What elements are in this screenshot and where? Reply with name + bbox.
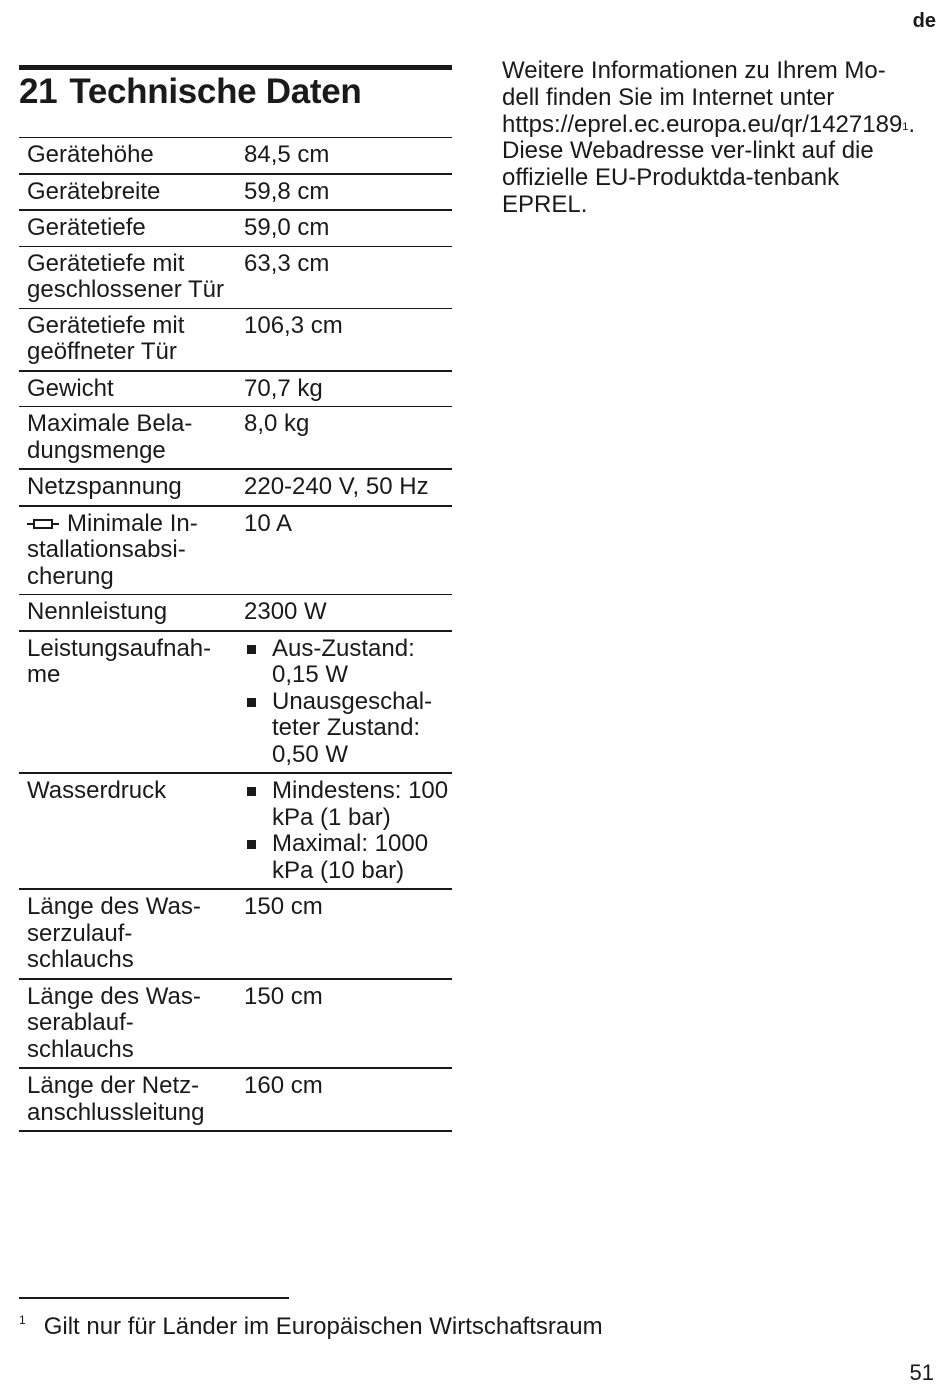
table-row — [19, 469, 452, 506]
footnote-reference[interactable]: 1 — [902, 120, 909, 133]
table-row — [19, 138, 452, 174]
fuse-icon — [27, 519, 59, 529]
spec-label: Gerätehöhe — [19, 138, 236, 174]
info-text-after: . Diese Webadresse ver-linkt auf die offizielle EU-Produktda-tenbank EPREL. — [502, 110, 916, 218]
spec-value: 63,3 cm — [236, 246, 452, 308]
spec-value: 220-240 V, 50 Hz — [236, 469, 452, 506]
language-tag: de — [912, 10, 936, 32]
footnote — [19, 1313, 603, 1341]
table-row — [19, 371, 452, 407]
bullet-list — [244, 636, 452, 769]
spec-value: 70,7 kg — [236, 371, 452, 407]
table-row — [19, 979, 452, 1069]
spec-value: 8,0 kg — [236, 407, 452, 470]
spec-value: 150 cm — [236, 889, 452, 979]
list-item: Unausgeschal-teter Zustand: 0,50 W — [244, 689, 452, 769]
spec-value: 84,5 cm — [236, 138, 452, 174]
spec-table — [19, 137, 452, 1132]
table-row — [19, 174, 452, 211]
info-column — [502, 58, 922, 219]
spec-value: 150 cm — [236, 979, 452, 1069]
table-row — [19, 308, 452, 371]
spec-label: Länge der Netz-anschlussleitung — [19, 1068, 236, 1131]
section-title — [19, 72, 361, 112]
spec-value: 160 cm — [236, 1068, 452, 1131]
table-row — [19, 407, 452, 470]
spec-label: Wasserdruck — [19, 773, 236, 889]
section-number: 21 — [19, 72, 58, 111]
spec-label: Minimale In-stallationsabsi-cherung — [27, 509, 198, 590]
spec-value: 59,0 cm — [236, 210, 452, 246]
spec-label: Leistungsaufnah-me — [19, 631, 236, 774]
spec-label: Gerätetiefe — [19, 210, 236, 246]
spec-label: Maximale Bela-dungsmenge — [19, 407, 236, 470]
table-row — [19, 595, 452, 631]
table-row — [19, 773, 452, 889]
table-row — [19, 506, 452, 595]
spec-label: Gerätebreite — [19, 174, 236, 211]
spec-value-cell — [236, 773, 452, 889]
spec-label: Gerätetiefe mit geöffneter Tür — [19, 308, 236, 371]
table-row — [19, 1068, 452, 1131]
bullet-list — [244, 778, 452, 884]
list-item: Mindestens: 100 kPa (1 bar) — [244, 778, 452, 831]
spec-label: Netzspannung — [19, 469, 236, 506]
spec-label: Gerätetiefe mit geschlossener Tür — [19, 246, 236, 308]
spec-label: Gewicht — [19, 371, 236, 407]
spec-label: Länge des Was-serablauf-schlauchs — [19, 979, 236, 1069]
spec-value: 2300 W — [236, 595, 452, 631]
table-row — [19, 246, 452, 308]
table-row — [19, 210, 452, 246]
list-item: Aus-Zustand: 0,15 W — [244, 636, 452, 689]
section-title-text: Technische Daten — [69, 72, 362, 111]
spec-value-cell — [236, 631, 452, 774]
spec-label: Länge des Was-serzulauf-schlauchs — [19, 889, 236, 979]
footnote-divider — [19, 1297, 289, 1299]
spec-value: 10 A — [236, 506, 452, 595]
footnote-mark: 1 — [19, 1313, 26, 1327]
list-item: Maximal: 1000 kPa (10 bar) — [244, 831, 452, 884]
spec-value: 59,8 cm — [236, 174, 452, 211]
page-number: 51 — [909, 1360, 934, 1385]
table-row — [19, 889, 452, 979]
spec-label: Nennleistung — [19, 595, 236, 631]
section-title-rule — [19, 65, 452, 70]
info-paragraph — [502, 58, 922, 219]
spec-label-cell — [19, 506, 236, 595]
info-text-before: Weitere Informationen zu Ihrem Mo-dell finden Sie im Internet unter https://eprel.ec.europa.eu/qr/1427189 — [502, 57, 903, 138]
spec-value: 106,3 cm — [236, 308, 452, 371]
table-row — [19, 631, 452, 774]
footnote-text: Gilt nur für Länder im Europäischen Wirtschaftsraum — [43, 1313, 603, 1340]
